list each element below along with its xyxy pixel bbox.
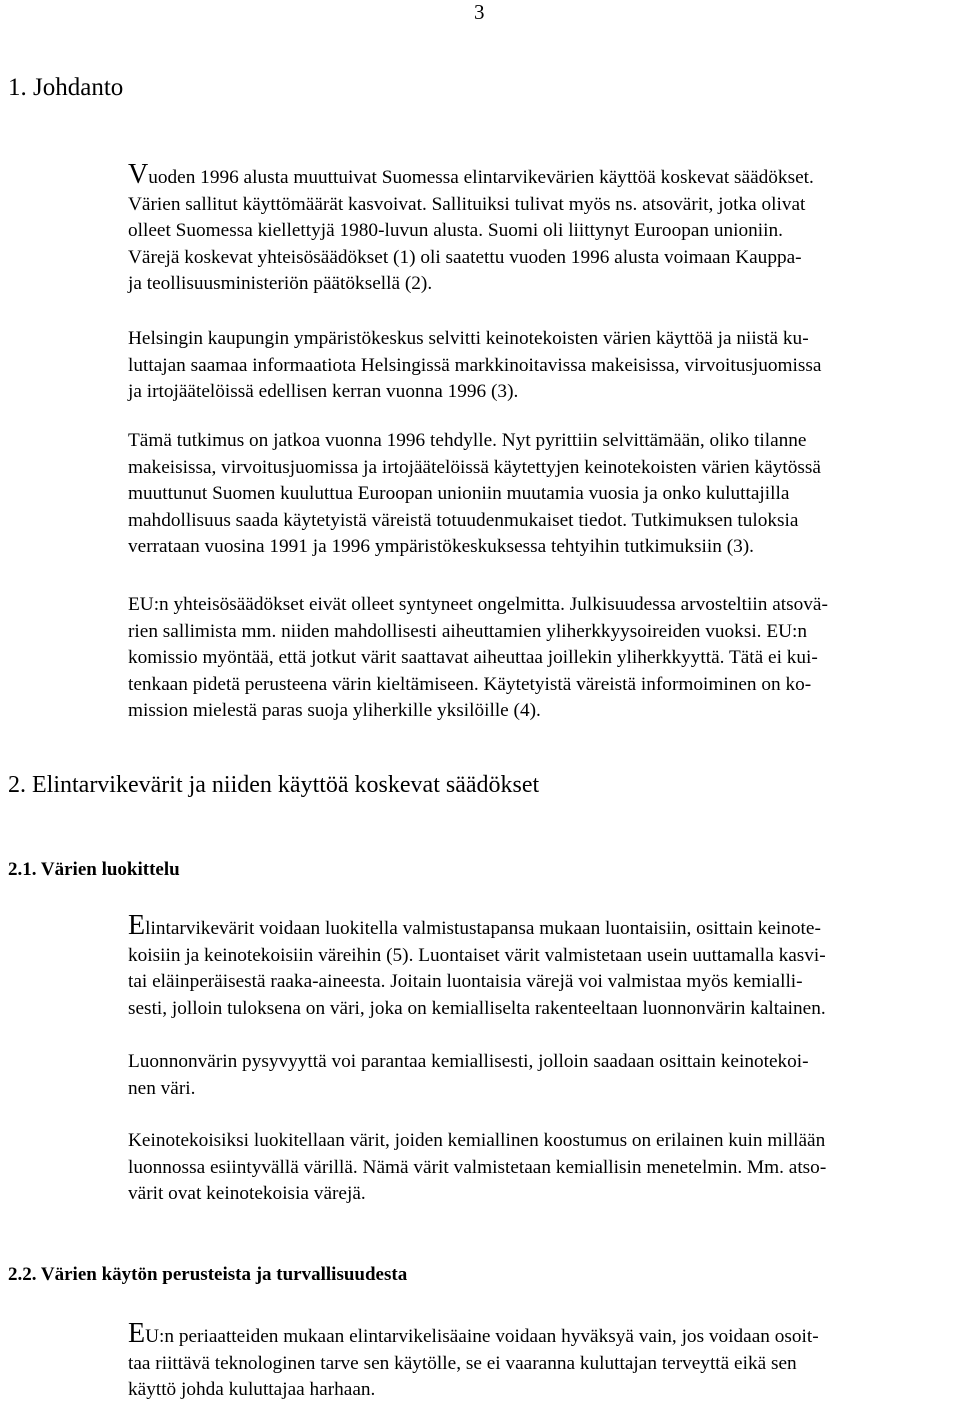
- paragraph-line: EU:n yhteisösäädökset eivät olleet syntyneet ongelmitta. Julkisuudessa arvosteltiin atsovä-: [128, 594, 828, 615]
- drop-cap: E: [128, 910, 146, 941]
- paragraph-classification: [128, 910, 954, 1022]
- paragraph-line: luttajan saamaa informaatiota Helsingissä markkinoitavissa makeisissa, virvoitusjuomissa: [128, 354, 822, 376]
- paragraph-line: Helsingin kaupungin ympäristökeskus selvitti keinotekoisten värien käyttöä ja niistä ku-: [128, 328, 809, 349]
- drop-cap: V: [128, 159, 149, 190]
- paragraph-eu-principles: [128, 1318, 954, 1404]
- subsection-heading-perusteet: 2.2. Värien käytön perusteista ja turvallisuudesta: [8, 1264, 408, 1285]
- paragraph-line: tai eläinperäisestä raaka-aineesta. Joitain luontaisia värejä voi valmistaa myös kemialli-: [128, 971, 803, 993]
- subsection-heading-luokittelu: 2.1. Värien luokittelu: [8, 859, 180, 880]
- paragraph-helsinki: [128, 326, 954, 406]
- paragraph-intro: [128, 159, 954, 298]
- page-number: 3: [474, 0, 485, 24]
- paragraph-natural-color: [128, 1049, 954, 1102]
- section-heading-elintarvikevarit: 2. Elintarvikevärit ja niiden käyttöä koskevat säädökset: [8, 772, 540, 798]
- paragraph-line: Keinotekoisiksi luokitellaan värit, joiden kemiallinen koostumus on erilainen kuin millään: [128, 1130, 826, 1151]
- paragraph-line: EU:n periaatteiden mukaan elintarvikelisäaine voidaan hyväksyä vain, jos voidaan osoit-: [128, 1318, 819, 1349]
- paragraph-line: värit ovat keinotekoisia värejä.: [128, 1183, 366, 1205]
- paragraph-line: ja teollisuusministeriön päätöksellä (2).: [128, 273, 433, 295]
- paragraph-line: Värien sallitut käyttömäärät kasvoivat. Sallituiksi tulivat myös ns. atsovärit, jotka olivat: [128, 193, 806, 215]
- paragraph-synthetic: [128, 1128, 954, 1208]
- paragraph-line: tenkaan pidetä perusteena värin kieltämiseen. Käytetyistä väreistä informoiminen on ko-: [128, 673, 812, 695]
- paragraph-line: käyttö johda kuluttajaa harhaan.: [128, 1379, 376, 1401]
- paragraph-eu: [128, 592, 954, 725]
- paragraph-study: [128, 428, 954, 561]
- paragraph-line: Luonnonvärin pysyvyyttä voi parantaa kemiallisesti, jolloin saadaan osittain keinotekoi-: [128, 1051, 809, 1072]
- paragraph-line: ja irtojäätelöissä edellisen kerran vuonna 1996 (3).: [128, 381, 519, 403]
- paragraph-line: luonnossa esiintyvällä värillä. Nämä värit valmistetaan kemiallisin menetelmin. Mm. atso-: [128, 1156, 827, 1178]
- drop-cap: E: [128, 1318, 146, 1349]
- paragraph-line: rien sallimista mm. niiden mahdollisesti aiheuttamien yliherkkyysoireiden vuoksi. EU:n: [128, 620, 808, 642]
- paragraph-line: taa riittävä teknologinen tarve sen käytölle, se ei vaaranna kuluttajan terveyttä eikä sen: [128, 1352, 797, 1374]
- section-heading-johdanto: 1. Johdanto: [8, 74, 124, 101]
- paragraph-line: komissio myöntää, että jotkut värit saattavat aiheuttaa joillekin yliherkkyyttä. Tätä ei kui-: [128, 647, 818, 669]
- paragraph-line: Elintarvikevärit voidaan luokitella valmistustapansa mukaan luontaisiin, osittain keinote-: [128, 910, 821, 941]
- paragraph-line: makeisissa, virvoitusjuomissa ja irtojäätelöissä käytettyjen keinotekoisten värien käytössä: [128, 456, 821, 478]
- paragraph-line: mahdollisuus saada käytetyistä väreistä totuudenmukaiset tiedot. Tutkimuksen tuloksia: [128, 509, 799, 531]
- paragraph-line: Värejä koskevat yhteisösäädökset (1) oli saatettu vuoden 1996 alusta voimaan Kauppa-: [128, 246, 802, 268]
- paragraph-line: verrataan vuosina 1991 ja 1996 ympäristökeskuksessa tehtyihin tutkimuksiin (3).: [128, 536, 755, 558]
- paragraph-line: sesti, jolloin tuloksena on väri, joka on kemialliselta rakenteeltaan luonnonvärin kaltainen.: [128, 997, 826, 1019]
- paragraph-line: mission mielestä paras suoja yliherkille yksilöille (4).: [128, 700, 541, 722]
- paragraph-line: Vuoden 1996 alusta muuttuivat Suomessa elintarvikevärien käyttöä koskevat säädökset.: [128, 159, 814, 190]
- paragraph-line: olleet Suomessa kiellettyjä 1980-luvun alusta. Suomi oli liittynyt Euroopan unioniin.: [128, 220, 783, 242]
- paragraph-line: muuttunut Suomen kuuluttua Euroopan unioniin muutamia vuosia ja onko kuluttajilla: [128, 483, 790, 505]
- paragraph-line: Tämä tutkimus on jatkoa vuonna 1996 tehdylle. Nyt pyrittiin selvittämään, oliko tilanne: [128, 430, 807, 451]
- paragraph-line: nen väri.: [128, 1077, 196, 1099]
- paragraph-line: koisiin ja keinotekoisiin väreihin (5). Luontaiset värit valmistetaan usein uuttamalla kasvi-: [128, 944, 826, 966]
